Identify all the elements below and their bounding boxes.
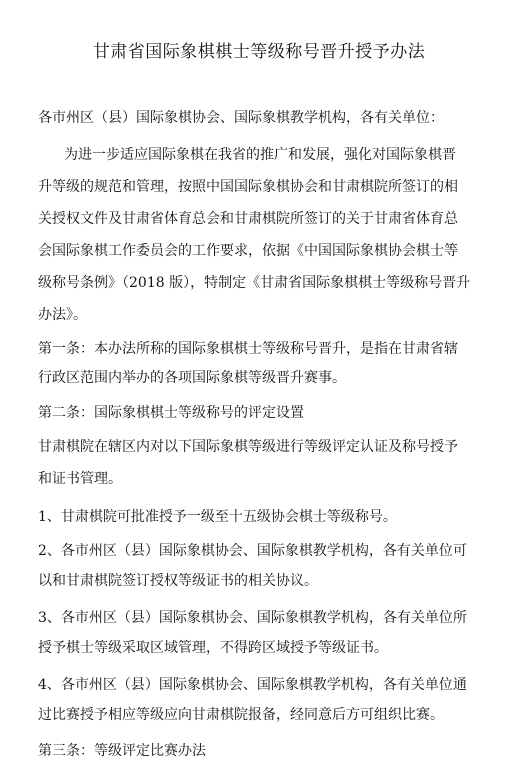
item-3-line-1: 3、各市州区（县）国际象棋协会、国际象棋教学机构，各有关单位所 [38,610,467,626]
item-3-line-2: 授予棋士等级采取区域管理，不得跨区域授予等级证书。 [38,640,388,656]
item-4-line-1: 4、各市州区（县）国际象棋协会、国际象棋教学机构，各有关单位通 [38,677,467,693]
salutation: 各市州区（县）国际象棋协会、国际象棋教学机构，各有关单位： [38,110,444,126]
document-title: 甘肃省国际象棋棋士等级称号晋升授予办法 [92,42,426,62]
item-4-line-2: 过比赛授予相应等级应向甘肃棋院报备，经同意后方可组织比赛。 [38,707,444,723]
intro-line-6: 办法》。 [38,307,87,323]
article1-line-1: 第一条：本办法所称的国际象棋棋士等级称号晋升，是指在甘肃省辖 [38,341,458,357]
article2-line-2: 和证书管理。 [38,471,122,487]
item-2-line-1: 2、各市州区（县）国际象棋协会、国际象棋教学机构，各有关单位可 [38,543,467,559]
intro-line-2: 升等级的规范和管理，按照中国国际象棋协会和甘肃棋院所签订的相 [38,179,458,195]
intro-line-5: 级称号条例》（2018 版），特制定《甘肃省国际象棋棋士等级称号晋升 [38,275,471,291]
intro-line-4: 会国际象棋工作委员会的工作要求，依据《中国国际象棋协会棋士等 [38,243,458,259]
item-2-line-2: 以和甘肃棋院签订授权等级证书的相关协议。 [38,573,318,589]
article2-line-1: 甘肃棋院在辖区内对以下国际象棋等级进行等级评定认证及称号授予 [38,439,458,455]
article2-heading: 第二条：国际象棋棋士等级称号的评定设置 [38,405,304,421]
intro-line-3: 关授权文件及甘肃省体育总会和甘肃棋院所签订的关于甘肃省体育总 [38,211,458,227]
item-1: 1、甘肃棋院可批准授予一级至十五级协会棋士等级称号。 [38,509,397,525]
article3-heading: 第三条：等级评定比赛办法 [38,743,206,759]
intro-line-1: 为进一步适应国际象棋在我省的推广和发展，强化对国际象棋晋 [64,147,456,163]
article1-line-2: 行政区范围内举办的各项国际象棋等级晋升赛事。 [38,370,346,386]
